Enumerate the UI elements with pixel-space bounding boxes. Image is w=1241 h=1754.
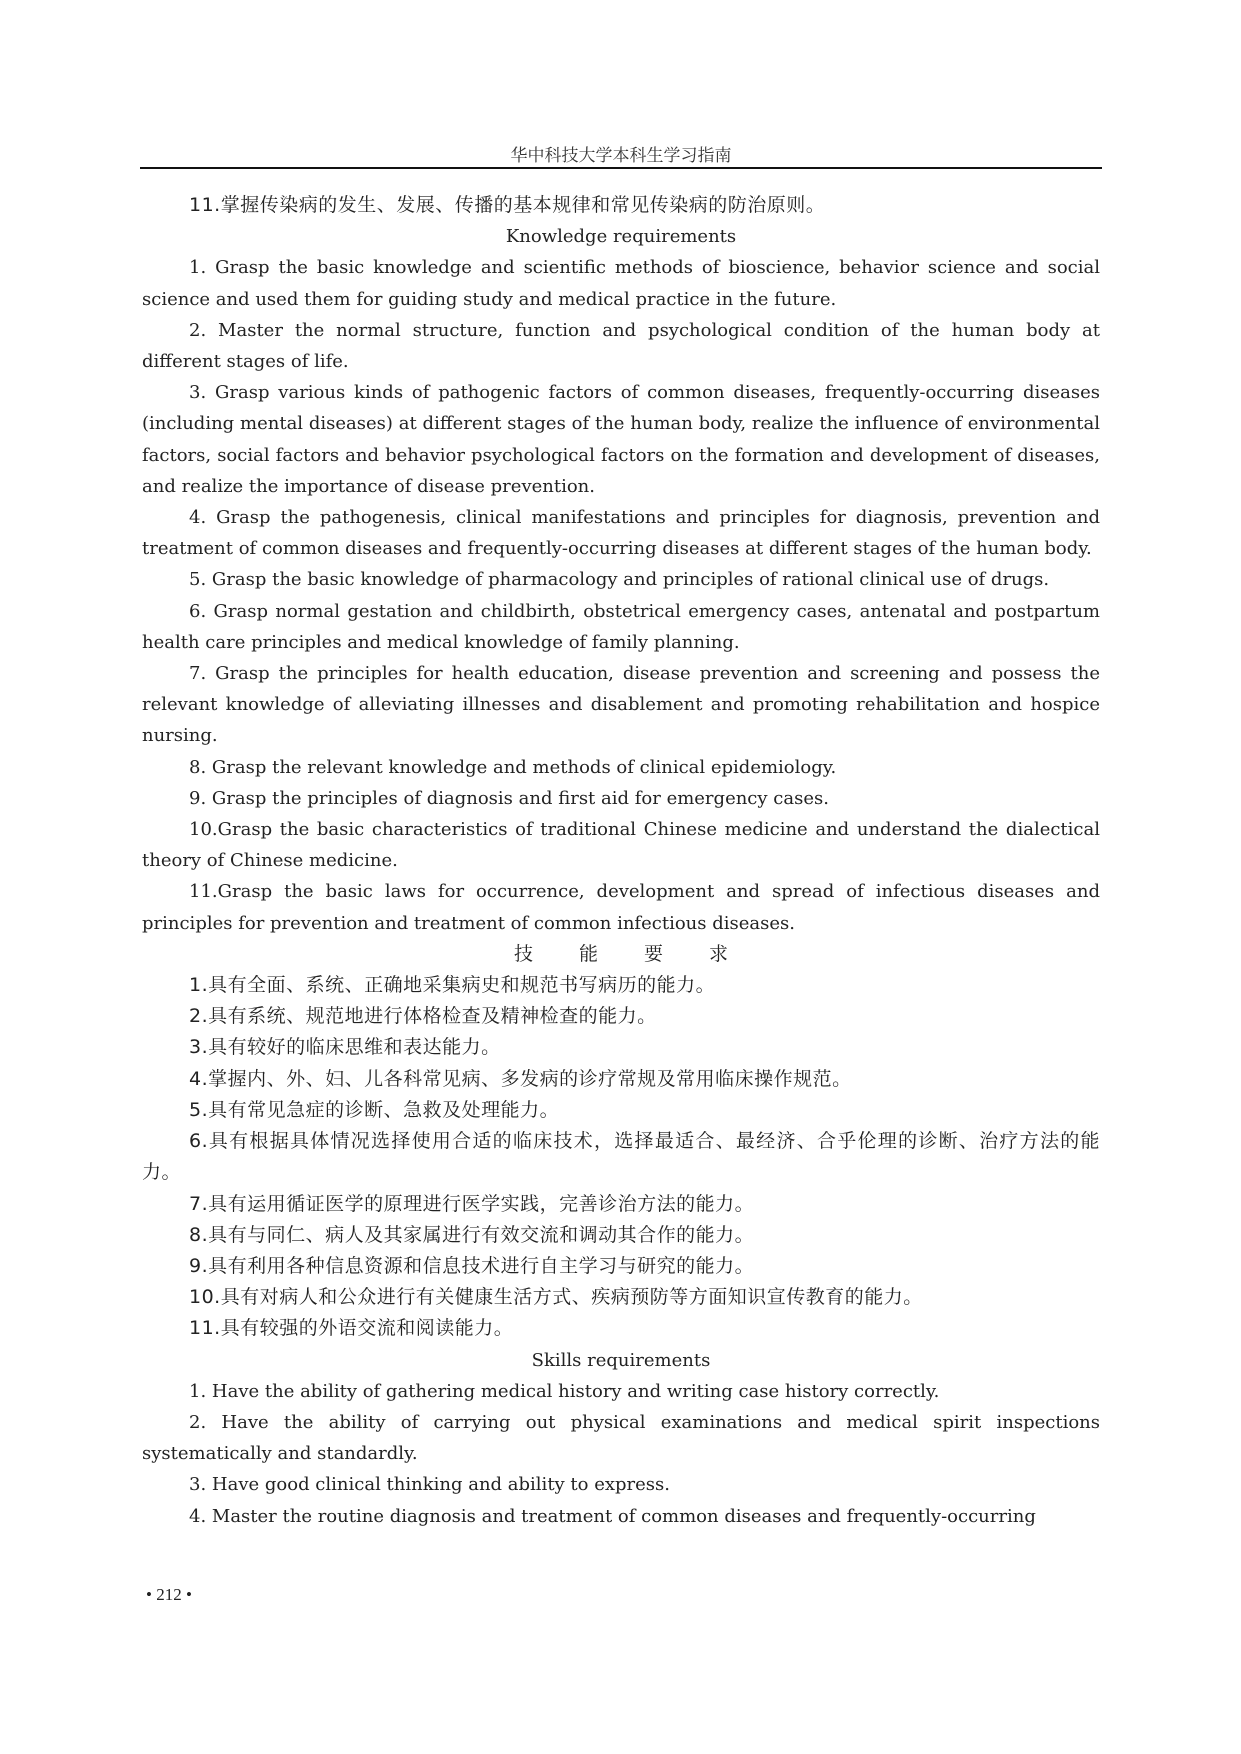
skills-cn-item-6: 6.具有根据具体情况选择使用合适的临床技术，选择最适合、最经济、合乎伦理的诊断、治疗方法的能力。 [142,1130,1100,1184]
skills-cn-item-5: 5.具有常见急症的诊断、急救及处理能力。 [189,1098,560,1121]
skills-cn-item-11: 11.具有较强的外语交流和阅读能力。 [189,1317,514,1340]
intro-item: 11.掌握传染病的发生、发展、传播的基本规律和常见传染病的防治原则。 [189,194,826,216]
skills-requirements-heading: Skills requirements [531,1349,711,1371]
page-body [142,190,1100,1532]
knowledge-item-10: 10.Grasp the basic characteristics of traditional Chinese medicine and understand the dialectical theory of Chinese medicine. [142,819,1100,872]
skills-cn-heading: 技 能 要 求 [513,942,729,965]
skills-item-1: 1. Have the ability of gathering medical history and writing case history correctly. [189,1380,940,1402]
knowledge-item-8: 8. Grasp the relevant knowledge and methods of clinical epidemiology. [189,756,837,778]
page-header-title: 华中科技大学本科生学习指南 [510,146,732,166]
knowledge-item-7: 7. Grasp the principles for health education, disease prevention and screening and possess the relevant knowledge of alleviating illnesses and disablement and promoting rehabilitation and hospice nursing. [142,663,1100,747]
knowledge-item-2: 2. Master the normal structure, function and psychological condition of the human body at different stages of life. [142,319,1100,373]
skills-item-4: 4. Master the routine diagnosis and treatment of common diseases and frequently-occurring [189,1505,1036,1527]
skills-cn-item-9: 9.具有利用各种信息资源和信息技术进行自主学习与研究的能力。 [189,1254,755,1277]
knowledge-item-5: 5. Grasp the basic knowledge of pharmacology and principles of rational clinical use of drugs. [189,569,1050,591]
skills-cn-item-1: 1.具有全面、系统、正确地采集病史和规范书写病历的能力。 [189,974,716,997]
skills-cn-item-8: 8.具有与同仁、病人及其家属进行有效交流和调动其合作的能力。 [189,1223,755,1246]
knowledge-item-11: 11.Grasp the basic laws for occurrence, development and spread of infectious diseases and principles for prevention and treatment of common infectious diseases. [142,881,1100,934]
knowledge-requirements-heading: Knowledge requirements [505,226,737,248]
knowledge-item-1: 1. Grasp the basic knowledge and scientific methods of bioscience, behavior science and social science and used them for guiding study and medical practice in the future. [142,257,1100,310]
knowledge-item-6: 6. Grasp normal gestation and childbirth, obstetrical emergency cases, antenatal and postpartum health care principles and medical knowledge of family planning. [142,600,1100,653]
knowledge-item-3: 3. Grasp various kinds of pathogenic factors of common diseases, frequently-occurring diseases (including mental diseases) at different stages of the human body, realize the influence of environmental factors, social factors and behavior psychological factors on the formation and development of diseases, and realize the importance of disease prevention. [142,382,1100,497]
skills-item-2: 2. Have the ability of carrying out physical examinations and medical spirit inspections systematically and standardly. [142,1411,1100,1465]
skills-item-3: 3. Have good clinical thinking and ability to express. [189,1474,671,1496]
knowledge-item-9: 9. Grasp the principles of diagnosis and first aid for emergency cases. [189,787,829,809]
skills-cn-item-4: 4.掌握内、外、妇、儿各科常见病、多发病的诊疗常规及常用临床操作规范。 [189,1067,852,1090]
skills-cn-item-2: 2.具有系统、规范地进行体格检查及精神检查的能力。 [189,1005,657,1028]
skills-cn-item-10: 10.具有对病人和公众进行有关健康生活方式、疾病预防等方面知识宣传教育的能力。 [189,1286,923,1309]
knowledge-item-4: 4. Grasp the pathogenesis, clinical manifestations and principles for diagnosis, prevention and treatment of common diseases and frequently-occurring diseases at different stages of the human body. [142,507,1100,560]
header-rule [140,167,1102,169]
page-number: • 212 • [146,1585,192,1604]
skills-cn-item-3: 3.具有较好的临床思维和表达能力。 [189,1036,501,1059]
skills-cn-item-7: 7.具有运用循证医学的原理进行医学实践，完善诊治方法的能力。 [189,1192,755,1215]
